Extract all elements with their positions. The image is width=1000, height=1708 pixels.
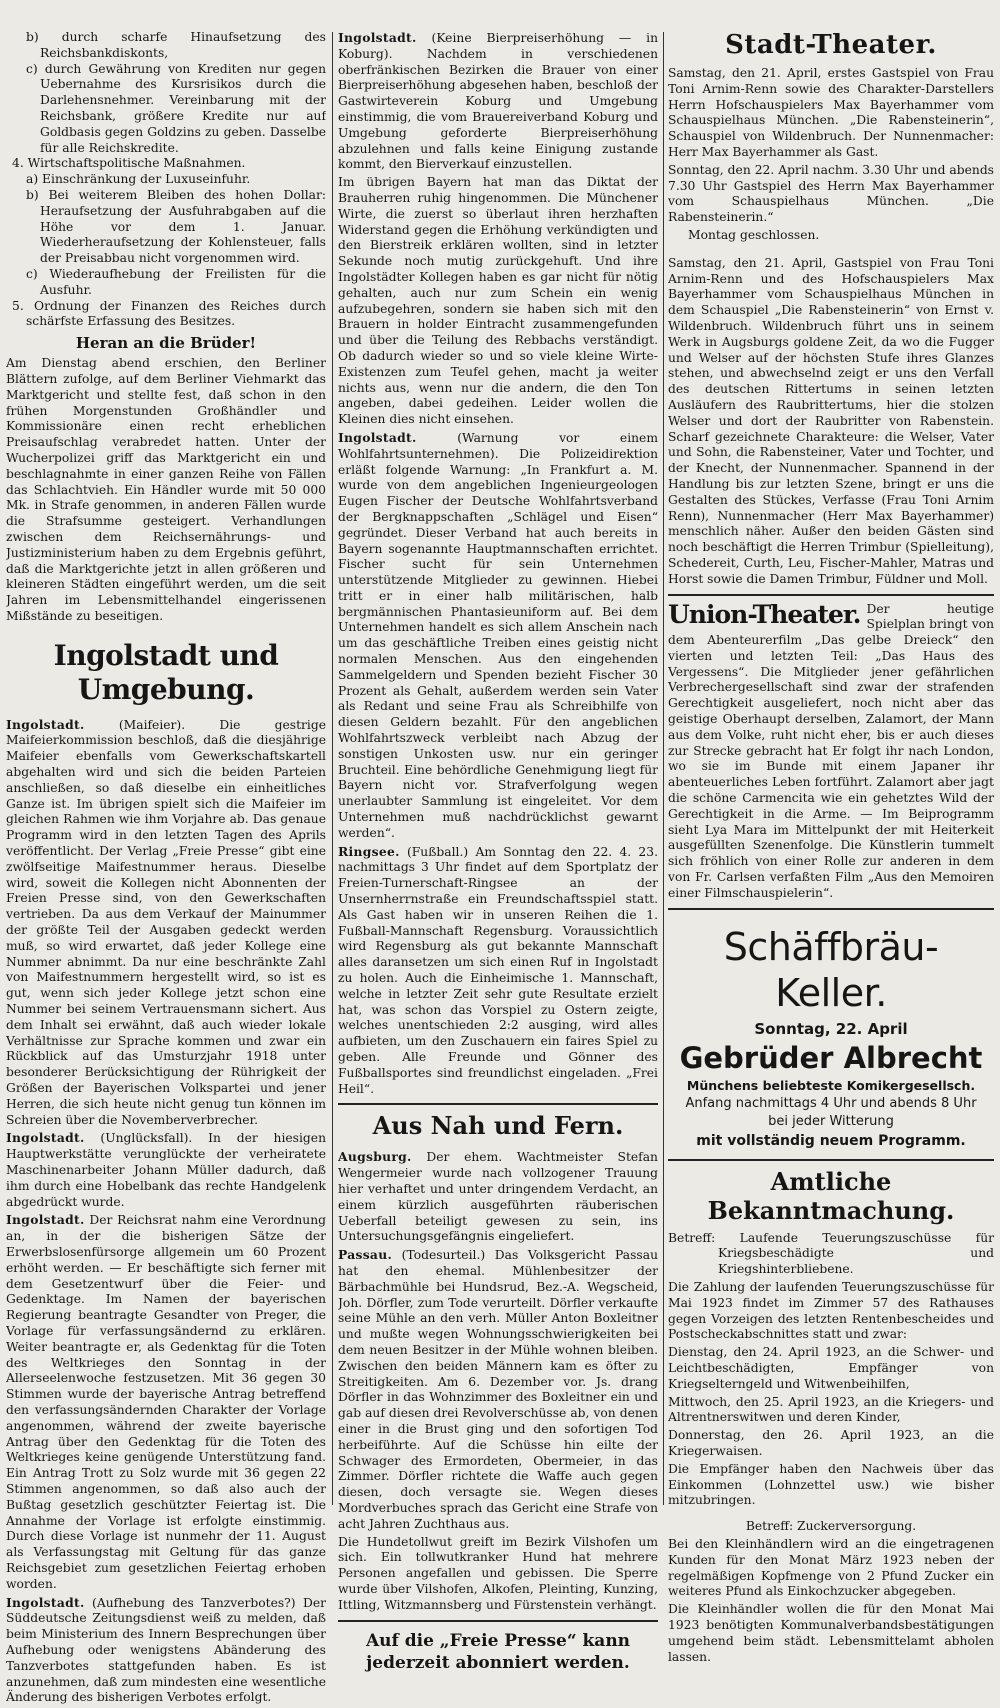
dateline: Ingolstadt. — [6, 1130, 85, 1146]
article-text: Ingolstadt. (Keine Bierpreiserhöhung — in Koburg). Nachdem in verschiedenen oberfränkischen Bezirken die Brauer von einer Bierpreiserhöhung abgesehen haben, beschloß der Gastwirteverein Koburg und Umgebung einstimmig, die vom Brauereiverband Koburg und Umgebung geforderte Bierpreiserhöhung abzulehnen und falls keine Einigung zustande kommt, den Bierverkauf einzustellen. — [338, 30, 658, 172]
article-text: Die Empfänger haben den Nachweis über das Einkommen (Lohnzettel usw.) wie bisher mitzubringen. — [668, 1461, 994, 1508]
article-text: Ingolstadt. (Warnung vor einem Wohlfahrtsunternehmen). Die Polizeidirektion erläßt folgende Warnung: „In Frankfurt a. M. wurde von dem angeblichen Ingenieurgeologen Eugen Fischer der Deutsche Wohlfahrtsverband der Bergknappschaften „Schlägel und Eisen“ gegründet. Dieser Verband hat auch bereits in Bayern sogenannte Hauptmannschaften errichtet. Fischer sucht für sein Unternehmen unterstützende Mitglieder zu gewinnen. Hiebei tritt er in einer halb militärischen, halb bergmännischen Phantasieuniform auf. Bei dem Unternehmen handelt es sich allem Anschein nach um das geschäftliche Treiben eines geistig nicht normalen Menschen. Aus den eingehenden Sammelgeldern und Spenden bezieht Fischer 30 Prozent als Gehalt, außerdem werden sein Vater als Redant und seine Frau als Schreibhilfe von diesen Geldern bezahlt. Für den angeblichen Wohlfahrtszweck verbleibt nach Abzug der sonstigen Unkosten usw. nur ein geringer Bruchteil. Eine behördliche Genehmigung liegt für Bayern nicht vor. Strafverfolgung wegen unerlaubter Sammlung ist eingeleitet. Vor dem Unternehmen muß nachdrücklichst gewarnt werden“. — [338, 429, 658, 840]
article-text: Donnerstag, den 26. April 1923, an die Kriegerwaisen. — [668, 1428, 994, 1458]
dateline: Ingolstadt. — [6, 716, 85, 732]
article-text: Samstag, den 21. April, Gastspiel von Frau Toni Arnim-Renn und des Hofschauspielers Max Bayerhammer vom Schauspielhaus München in dem Schauspiel „Die Rabensteinerin“ von Ernst v. Wildenbruch. Wildenbruch führt uns in seinem Werk in Augsburgs goldene Zeit, da wo die Fugger und Welser auf der höchsten Stufe ihres Glanzes stehen, und abwechselnd zeigt er uns den Verfall des deutschen Rittertums in seinen letzten Ausläufern des Raubrittertums, hier die stolzen Welser und dort der Raubritter von Rabenstein. Scharf gezeichnete Charakteure: die Welser, Vater und Sohn, die Rabensteiner, Vater und Tochter, und der Knecht, der Nunnenmacher. Spannend in der Handlung bis zur letzten Szene, bringt er uns die Gestalten des Stückes, Verfasse (Frau Toni Arnim Renn), Nunnenmacher (Herr Max Bayerhammer) menschlich näher. Außer den beiden Gästen sind noch beschäftigt die Herren Trimbur (Spielleitung), Schedereit, Curth, Leu, Fischer-Mahler, Matras und Horst sowie die Damen Trimbur, Füldner und Moll. — [668, 255, 994, 586]
section-heading: Aus Nah und Fern. — [372, 1111, 624, 1141]
ad-subtitle: Münchens beliebteste Komikergesellsch. — [686, 1077, 976, 1093]
ad-line: Anfang nachmittags 4 Uhr und abends 8 Uhr — [685, 1095, 977, 1111]
article-text: Ringsee. (Fußball.) Am Sonntag den 22. 4. 23. nachmittags 3 Uhr findet auf dem Sportplatz der Freien-Turnerschaft-Ringsee an der Unsernherrnstraße ein Freundschaftsspiel statt. Als Gast haben wir in unseren Reihen die 1. Fußball-Mannschaft Regensburg. Voraussichtlich wird Regensburg als gut bekannte Mannschaft alles daransetzen um sich einen Ruf in Ingolstadt zu holen. Auch die Einheimische 1. Mannschaft, welche in letzter Zeit sehr gute Resultate erzielt hat, was schon das Vorspiel zu Ostern zeigte, welches unentschieden 2:2 ausging, wird alles aufbieten, um den Zuschauern ein faires Spiel zu geben. Alle Freunde und Gönner des Fußballsportes sind freundlichst eingeladen. „Frei Heil“. — [338, 843, 658, 1096]
column-middle — [338, 30, 658, 1674]
article-text: Ingolstadt. (Maifeier). Die gestrige Maifeierkommission beschloß, daß die diesjährige Maifeier ebenfalls vom Gewerkschaftskartell abgehalten wird und sich die beiden Parteien anschließen, so daß dieselbe ein einheitliches Ganze ist. Im übrigen spielt sich die Maifeier im gleichen Rahmen wie ihm Vorjahre ab. Das genaue Programm wird in den letzten Tagen des Aprils veröffentlicht. Der Verlag „Freie Presse“ gibt eine zwölfseitige Maifestnummer heraus. Dieselbe wird, soweit die Kollegen nicht Abonnenten der Freien Presse sind, von den Gewerkschaften vertrieben. Da aus dem Verkauf der Mainummer der größte Teil der Ausgaben gedeckt werden muß, so wird erwartet, daß jeder Kollege eine Nummer abnimmt. Da nur eine beschränkte Zahl von Maifestnummern hergestellt wird, so ist es gut, wenn sich jeder Kollege jetzt schon eine Nummer bei seinem Vertrauensmann sichert. Aus dem Inhalt sei erwähnt, daß auch wieder lokale Verhältnisse zur Sprache kommen und zwar ein Rückblick auf das Umsturzjahr 1918 unter besonderer Berücksichtigung der Rührigkeit der Größen der Bayerischen Volkspartei und jener Herren, die sich heute nicht genug tun können im Schreien über die Novemberverbrecher. — [6, 716, 326, 1127]
dateline: Ingolstadt. — [338, 30, 417, 45]
column-right — [668, 30, 994, 1667]
article-text: Samstag, den 21. April, erstes Gastspiel von Frau Toni Arnim-Renn sowie des Charakter-Darstellers Herrn Hofschauspielers Max Bayerhammer vom Schauspielhaus München. „Die Rabensteinerin“, Schauspiel von Wildenbruch. Der Nunnenmacher: Herr Max Bayerhammer als Gast. — [668, 66, 994, 159]
list-item: c) durch Gewährung von Krediten nur gegen Uebernahme des Kursrisikos durch die Darlehensnehmer. Vereinbarung mit der Reichsbank, größere Kredite nur auf Goldbasis gegen Goldzins zu geben. Dasselbe für alle Reichskredite. — [26, 61, 326, 155]
article-text: Union-Theater. Der heutige Spielplan bringt von dem Abenteurerfilm „Das gelbe Dreieck“ den vierten und letzten Teil: „Das Haus des Vergessens“. Die Mitglieder jener gefährlichen Verbrechergesellschaft sind zwar der strafenden Gerechtigkeit ausgeliefert, noch nicht aber das geistige Oberhaupt derselben, Zalamort, der Mann aus dem Volke, ruht nicht eher, bis er auch dieses zur Strecke gebracht hat Er folgt ihr nach London, wo sie im Bunde mit einem Japaner ihr abenteuerliches Leben fortführt. Zalamort aber jagt die schöne Carmencita wie ein gehetztes Wild der Gerechtigkeit in die Arme. — Im Beiprogramm sieht Lya Mara im Mittelpunkt der mit Heiterkeit ausgefüllten Szenenfolge. Die Künstlerin tummelt sich fröhlich von einer Rolle zur anderen in dem von Fr. Carlsen verfaßten Film „Aus den Memoiren einer Filmschauspielerin“. — [668, 599, 994, 900]
theater-heading: Stadt-Theater. — [725, 30, 937, 60]
ad-date: Sonntag, 22. April — [754, 1019, 908, 1038]
divider — [668, 1159, 994, 1161]
article-text: Die Zahlung der laufenden Teuerungszuschüsse für Mai 1923 findet im Zimmer 57 des Rathauses gegen Vorzeigen des letzten Rentenbescheides und Postscheckabschnittes statt und zwar: — [668, 1280, 994, 1342]
ad-line: bei jeder Witterung — [768, 1113, 894, 1129]
dateline: Augsburg. — [338, 1149, 412, 1165]
article-text: Bei den Kleinhändlern wird an die eingetragenen Kunden für den Monat März 1923 neben der regelmäßigen Kopfmenge von 2 Pfund Zucker ein weiteres Pfund als Einkochzucker abgegeben. — [668, 1536, 994, 1599]
dateline: Ingolstadt. — [6, 1594, 85, 1610]
article-text: Ingolstadt. (Unglücksfall). In der hiesigen Hauptwerkstätte verunglückte der verheiratete Maschinenarbeiter Johann Müller dadurch, daß ihm durch eine Hobelbank das rechte Handgelenk abgedrückt wurde. — [6, 1130, 326, 1209]
union-theater-heading: Union-Theater. — [668, 599, 861, 629]
divider — [338, 1620, 658, 1622]
article-text: Ingolstadt. (Aufhebung des Tanzverbotes?) Der Süddeutsche Zeitungsdienst weiß zu melden, daß beim Ministerium des Innern Besprechungen über Aufhebung oder wenigstens Abänderung des Tanzverbotes stattgefunden haben. Es ist anzunehmen, daß zum mindesten eine wesentliche Änderung des bisherigen Verbotes erfolgt. — [6, 1594, 326, 1705]
article-text: Im übrigen Bayern hat man das Diktat der Brauherren ruhig hingenommen. Die Münchener Wirte, die zuerst so überlaut ihren herzhaften Widerstand gegen die Erhöhung verkündigten und den Bierstreik erklären wollten, sind in letzter Sekunde noch mutig zurückgehuft. Und ihre Ingolstädter Kollegen haben es gar nicht für nötig gehalten, auch nur zum Schein ein wenig aufzubegehren, sondern sie haben sich mit den Brauern in holder Eintracht zusammengefunden und über die Teilung des Rebbachs verständigt. Ob dadurch wieder so und so viele kleine Wirte-Existenzen zum Teufel gehen, macht ja weiter nichts aus, wenn nur die andern, die den Ton angeben, dabei gedeihen. Leider wollen die Kleinen dies nicht einsehen. — [338, 175, 658, 427]
list-item: 5. Ordnung der Finanzen des Reiches durch schärfste Erfassung des Besitzes. — [12, 298, 326, 329]
announcement-subject: Betreff: Laufende Teuerungszuschüsse für Kriegsbeschädigte und Kriegshinterbliebene. — [668, 1230, 994, 1277]
article-text: Montag geschlossen. — [688, 227, 820, 242]
article-heading: Heran an die Brüder! — [75, 334, 257, 353]
list-item: b) Bei weiterem Bleiben des hohen Dollar: Heraufsetzung der Ausfuhrabgaben auf die Höhe vor dem 1. Januar. Wiederheraufsetzung der Kohlensteuer, falls der Preisabbau nicht vorgenommen wird. — [26, 187, 326, 266]
column-rule — [663, 32, 664, 1505]
article-text: Augsburg. Der ehem. Wachtmeister Stefan Wengermeier wurde nach vollzogener Trauung hier verhaftet und unter dringendem Verdacht, an einem kürzlich ausgeführten räuberischen Ueberfall beteiligt gewesen zu sein, ins Untersuchungsgefängnis eingeliefert. — [338, 1149, 658, 1244]
divider — [668, 908, 994, 910]
list-item: b) durch scharfe Hinaufsetzung des Reichsbankdiskonts, — [26, 30, 326, 60]
divider — [338, 1103, 658, 1105]
article-text: Sonntag, den 22. April nachm. 3.30 Uhr und abends 7.30 Uhr Gastspiel des Herrn Max Bayerhammer vom Schauspielhaus München. „Die Rabensteinerin.“ — [668, 162, 994, 225]
column-left — [6, 30, 326, 1708]
dateline: Passau. — [338, 1247, 393, 1263]
column-rule — [332, 32, 333, 1505]
article-text: Mittwoch, den 25. April 1923, an die Kriegers- und Altrentnerswitwen und deren Kinder, — [668, 1394, 994, 1425]
article-text: Ingolstadt. Der Reichsrat nahm eine Verordnung an, in der die bisherigen Sätze der Erwerbslosenfürsorge allgemein um 60 Prozent erhöht werden. — Er beschäftigte sich ferner mit dem Gesetzentwurf über die Feier- und Gedenktage. Im Namen der bayerischen Regierung beantragte Gesandter von Preger, die Vorlage für verfassungsändernd zu erklären. Weiter beantragte er, als Gedenktag für die Toten des Weltkrieges den Sonntag in der Allerseelenwoche festzusetzen. Mit 36 gegen 30 Stimmen wurde der bayerische Antrag betreffend den verfassungsändernden Charakter der Vorlage angenommen, während der zweite bayerische Antrag über den Gedenktag für die Toten des Weltkrieges keine genügende Unterstützung fand. Ein Antrag Trott zu Solz wurde mit 36 gegen 22 Stimmen angenommen, so daß also auch der Bußtag gesetzlich geschützter Feiertag ist. Die Annahme der Vorlage ist erfolgte einstimmig. Durch diese Vorlage ist nunmehr der 11. August als Verfassungstag mit Geltung für das ganze Reichsgebiet zum gesetzlichen Feiertag erhoben worden. — [6, 1212, 326, 1591]
dateline: Ringsee. — [338, 843, 400, 859]
advertisement — [668, 924, 994, 1149]
subscription-notice: Auf die „Freie Presse“ kann jederzeit abonniert werden. — [365, 1630, 631, 1673]
announcement-heading: Amtliche Bekanntmachung. — [707, 1166, 955, 1225]
ad-line: mit vollständig neuem Programm. — [696, 1132, 966, 1149]
ad-venue: Schäffbräu-Keller. — [723, 924, 939, 1015]
dateline: Ingolstadt. — [338, 429, 417, 445]
article-text: Dienstag, den 24. April 1923, an die Schwer- und Leichtbeschädigten, Empfänger von Kriegselterngeld und Witwenbeihilfen, — [668, 1345, 994, 1391]
list-item: c) Wiederaufhebung der Freilisten für die Ausfuhr. — [26, 266, 326, 297]
announcement-subject: Betreff: Zuckerversorgung. — [745, 1519, 917, 1534]
ad-performer: Gebrüder Albrecht — [679, 1040, 983, 1075]
article-text: Am Dienstag abend erschien, den Berliner Blättern zufolge, auf dem Berliner Viehmarkt das Marktgericht und stellte fest, daß schon in den frühen Morgenstunden Großhändler und Kommissionäre einen recht erheblichen Preisaufschlag verabredet hatten. Unter der Wucherpolizei griff das Marktgericht ein und beschlagnahmte in einer ganzen Reihe von Fällen das Schlachtvieh. Ein Händler wurde mit 50 000 Mk. in Strafe genommen, in anderen Fällen wurde die Strafsumme gesteigert. Verhandlungen zwischen dem Reichsernährungs- und Justizministerium haben zu dem Ergebnis geführt, daß die Marktgerichte jetzt in allen größeren und kleineren Städten eingeführt werden, um die seit Jahren im Lebensmittelhandel eingerissenen Mißstände zu beseitigen. — [6, 356, 326, 623]
dateline: Ingolstadt. — [6, 1212, 85, 1228]
divider — [668, 594, 994, 596]
article-text: Die Kleinhändler wollen die für den Monat Mai 1923 benötigten Kommunalverbandsbestätigungen umgehend beim städt. Lebensmittelamt abholen lassen. — [668, 1602, 994, 1664]
article-text: Die Hundetollwut greift im Bezirk Vilshofen um sich. Ein tollwutkranker Hund hat mehrere Personen angefallen und gebissen. Die Sperre wurde über Vilshofen, Alkofen, Pleinting, Kunzing, Ittling, Witzmannsberg und Fürstenstein verhängt. — [338, 1534, 658, 1612]
list-item: 4. Wirtschaftspolitische Maßnahmen. — [12, 156, 246, 171]
list-item: a) Einschränkung der Luxuseinfuhr. — [26, 172, 251, 187]
section-heading: Ingolstadt und Umgebung. — [53, 638, 279, 706]
article-text: Passau. (Todesurteil.) Das Volksgericht Passau hat den ehemal. Mühlenbesitzer der Bärbachmühle bei Hundsrud, Bez.-A. Wegscheid, Joh. Dörfler, zum Tode verurteilt. Dörfler verkaufte seine Mühle an den verh. Müller Anton Boxleitner und mußte wegen Wohnungsschwierigkeiten bei dem neuen Besitzer in der Mühle wohnen bleiben. Zwischen den beiden Männern kam es öfter zu Streitigkeiten. Am 6. Dezember vor. Js. drang Dörfler in das Wohnzimmer des Boxleitner ein und gab auf diesen drei Revolverschüsse ab, von denen einer in die Brust ging und den sofortigen Tod herbeiführte. Auf die Schüsse hin eilte der Schwager des Ermordeten, Obermeier, in das Zimmer. Dörfler richtete die Waffe auch gegen diesen, doch versagte sie. Wegen dieses Mordverbuches sprach das Gericht eine Strafe von acht Jahren Zuchthaus aus. — [338, 1247, 658, 1531]
